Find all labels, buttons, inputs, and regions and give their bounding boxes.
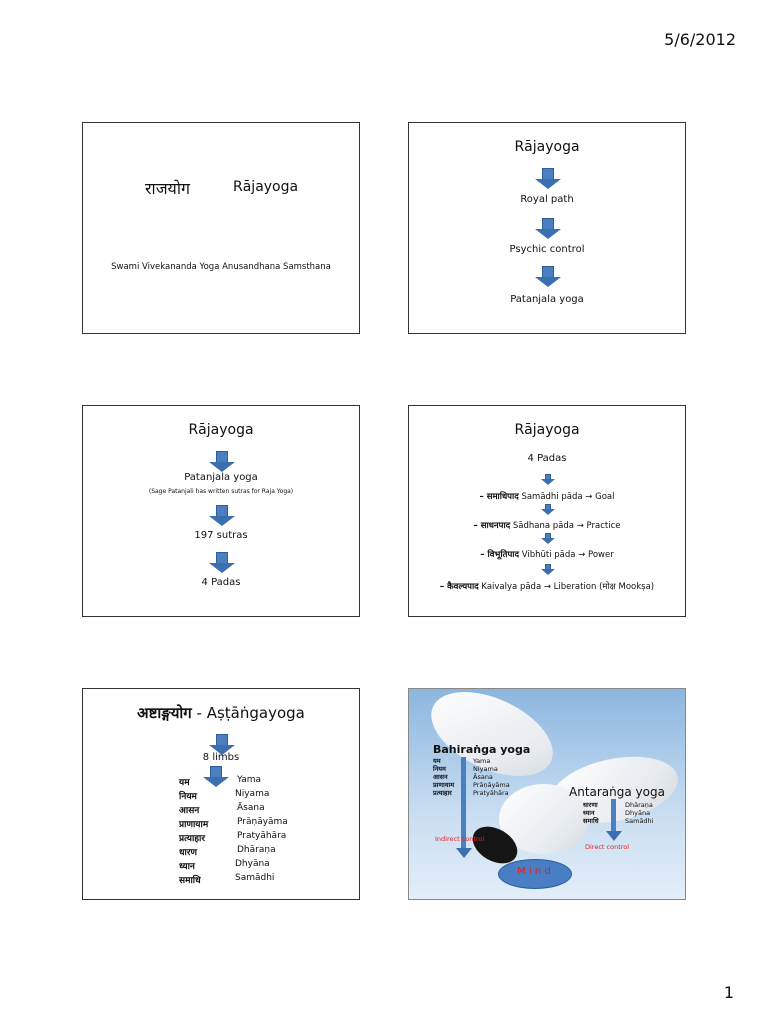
slide-5-title: - Aṣṭāṅgayoga <box>196 704 305 722</box>
direct-control-label: Direct control <box>585 843 630 851</box>
bahiranga-lat: Āsana <box>473 773 493 781</box>
limb-dev: प्राणायाम <box>179 820 209 830</box>
slide-6 <box>408 688 686 900</box>
pada-3-text: Vibhūti pāda → Power <box>521 550 614 560</box>
antaranga-lat-list <box>625 801 653 825</box>
slide-2-flow-3: Patanjala yoga <box>510 294 584 305</box>
pada-4-text: Kaivalya pāda → Liberation (मोक्ष Mookṣa) <box>481 582 655 592</box>
slide-5-devanagari-title: अष्टाङ्गयोग <box>137 704 192 722</box>
slide-3-flow-2: 197 sutras <box>194 530 248 541</box>
limb-dev: आसन <box>179 806 200 816</box>
slide-5-subtitle: 8 limbs <box>202 752 240 763</box>
slide-3-title: Rājayoga <box>188 422 254 438</box>
limb-dev: नियम <box>179 792 197 802</box>
limb-lat: Prāṇāyāma <box>237 817 288 827</box>
bahiranga-lat: Prāṇāyāma <box>473 781 510 789</box>
pada-4 <box>409 581 685 592</box>
slide-2-title: Rājayoga <box>514 139 580 155</box>
slide-2-flow-1: Royal path <box>520 194 574 205</box>
limb-dev: ध्यान <box>179 862 195 872</box>
down-arrow-icon <box>456 848 472 858</box>
antaranga-dev: समाधि <box>583 817 599 825</box>
limb-lat: Pratyāhāra <box>237 831 287 841</box>
slide-3-flow-3: 4 Padas <box>201 577 241 588</box>
limb-lat: Dhāraṇa <box>237 845 276 855</box>
slide-5-heading <box>83 703 359 723</box>
bahiranga-title: Bahiraṅga yoga <box>433 743 531 756</box>
mind-label: M i n d <box>517 866 551 877</box>
bahiranga-dev-list <box>433 757 454 797</box>
limb-lat: Samādhi <box>235 873 275 883</box>
pada-2-dev: – साधनपाद <box>473 521 511 531</box>
page-date: 5/6/2012 <box>664 30 736 49</box>
slide-1-title: Rājayoga <box>233 179 299 195</box>
down-arrow-icon <box>606 831 622 841</box>
pada-1 <box>409 491 685 502</box>
bahiranga-dev: प्रत्याहार <box>433 789 452 797</box>
pada-2-text: Sādhana pāda → Practice <box>512 521 621 531</box>
limb-dev: धारण <box>179 848 198 858</box>
limb-dev: यम <box>179 778 190 788</box>
slide-1 <box>82 122 360 334</box>
antaranga-dev: धारणा <box>583 801 598 809</box>
slide-3-flow-1: Patanjala yoga <box>184 472 258 483</box>
slide-1-devanagari-title: राजयोग <box>145 179 190 198</box>
antaranga-dev-list <box>583 801 599 825</box>
slide-3-note: (Sage Patanjali has written sutras for Raja Yoga) <box>148 488 294 495</box>
antaranga-lat: Dhāraṇa <box>625 801 653 809</box>
pada-4-dev: – कैवल्यपाद <box>439 582 479 592</box>
pada-3 <box>409 549 685 560</box>
limb-lat: Yama <box>237 775 262 785</box>
limb-lat: Niyama <box>235 789 270 799</box>
bahiranga-lat-list <box>473 757 510 797</box>
slide-4-top: 4 Padas <box>527 453 567 464</box>
antaranga-lat: Dhyāna <box>625 809 651 817</box>
slide-2 <box>408 122 686 334</box>
bahiranga-dev: आसन <box>433 773 448 781</box>
pada-1-dev: – समाधिपाद <box>479 492 519 502</box>
slide-4 <box>408 405 686 617</box>
bahiranga-lat: Niyama <box>473 765 498 773</box>
slide-5 <box>82 688 360 900</box>
bahiranga-lat: Yama <box>473 757 491 765</box>
antaranga-lat: Samādhi <box>625 817 654 825</box>
limb-lat: Dhyāna <box>235 859 270 869</box>
bahiranga-lat: Pratyāhāra <box>473 789 509 797</box>
bahiranga-dev: नियम <box>433 765 446 773</box>
antaranga-dev: ध्यान <box>583 809 595 817</box>
slide-4-title: Rājayoga <box>514 422 580 438</box>
slide-1-subtitle: Swami Vivekananda Yoga Anusandhana Samsthana <box>111 262 331 272</box>
pada-2 <box>409 520 685 531</box>
limb-dev: समाधि <box>179 876 201 886</box>
indirect-control-label: Indirect control <box>435 835 485 843</box>
pada-3-dev: – विभूतिपाद <box>480 550 519 560</box>
bahiranga-dev: प्राणायाम <box>433 781 455 789</box>
pada-1-text: Samādhi pāda → Goal <box>521 492 615 502</box>
limb-lat: Āsana <box>237 803 265 813</box>
bahiranga-dev: यम <box>433 757 441 765</box>
limb-dev: प्रत्याहार <box>179 834 206 844</box>
antaranga-title: Antaraṅga yoga <box>569 785 665 799</box>
direct-arrow-shaft <box>611 799 616 833</box>
slide-3 <box>82 405 360 617</box>
page-number: 1 <box>723 983 734 1002</box>
slide-2-flow-2: Psychic control <box>509 244 585 255</box>
